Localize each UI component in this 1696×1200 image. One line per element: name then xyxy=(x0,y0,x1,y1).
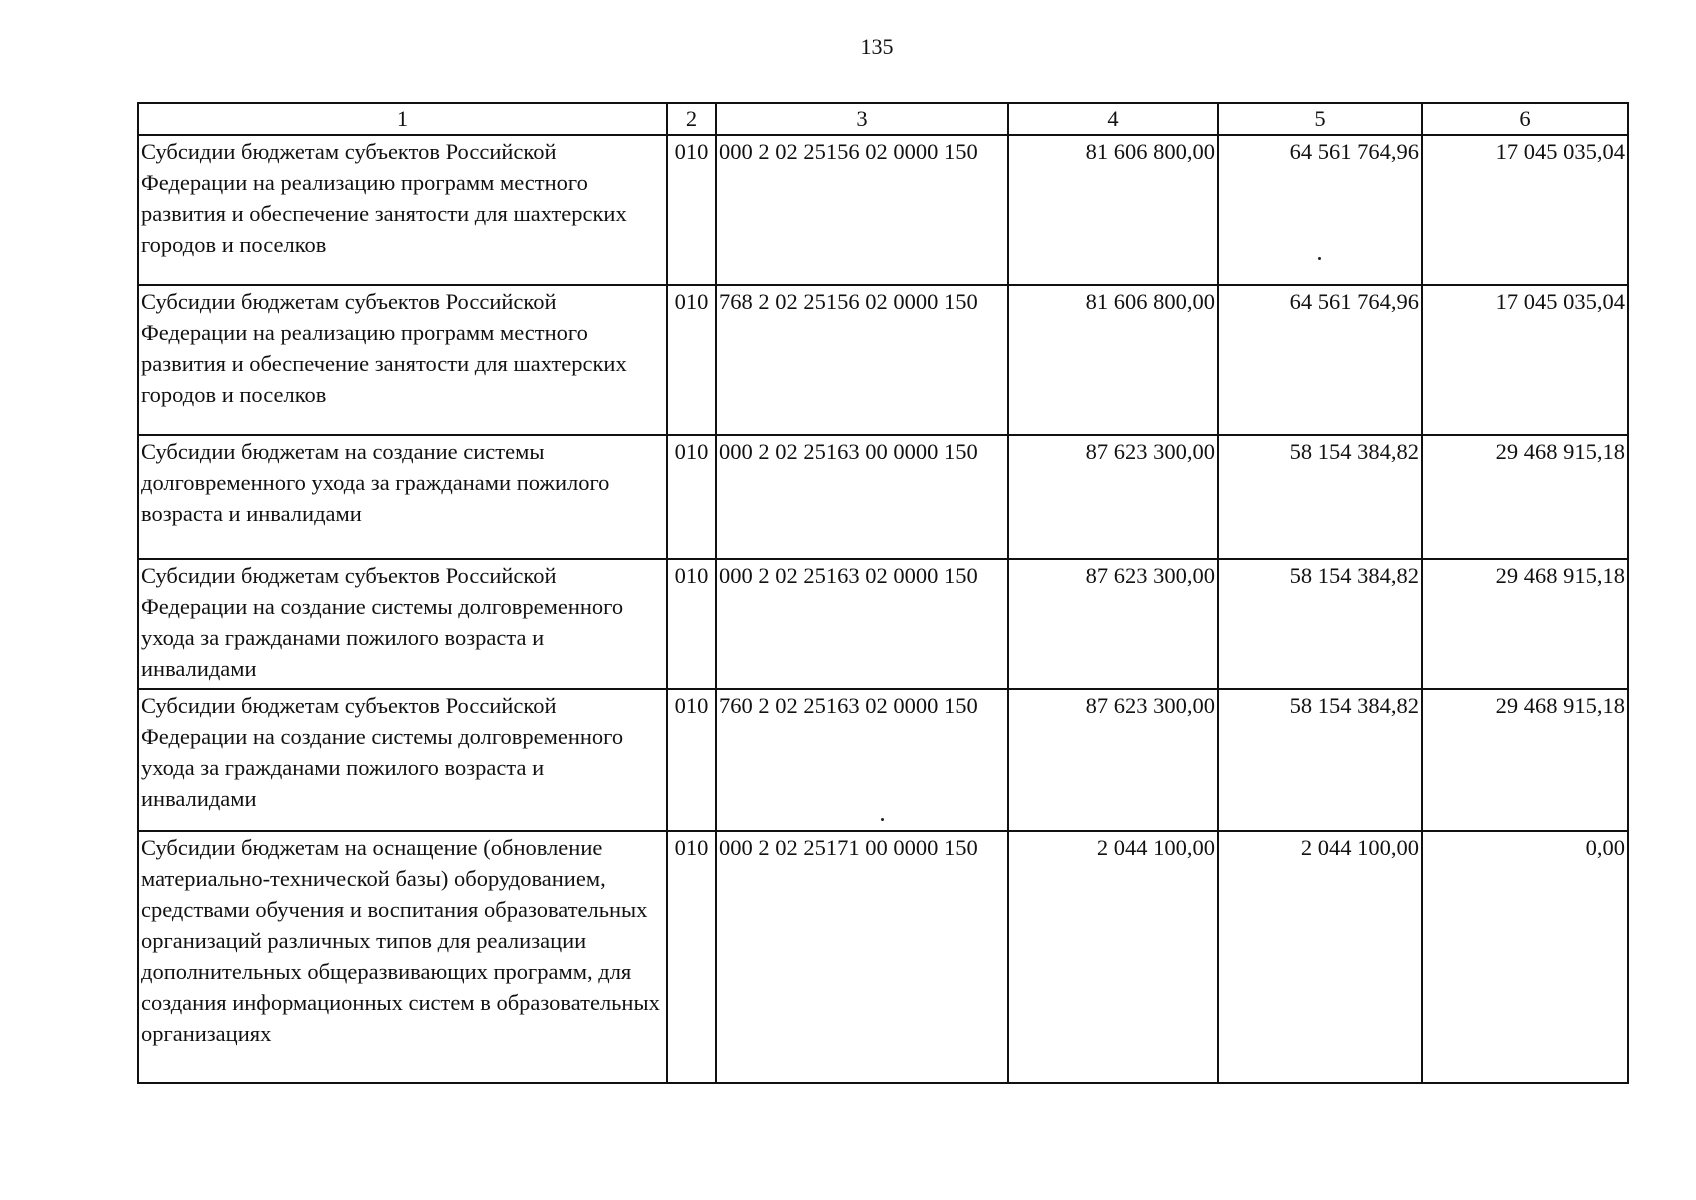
row-kbk: 000 2 02 25163 02 0000 150 xyxy=(716,559,1008,689)
row-approved: 87 623 300,00 xyxy=(1008,435,1218,559)
column-header-5: 5 xyxy=(1218,103,1422,135)
row-executed: 64 561 764,96 xyxy=(1218,285,1422,435)
row-description: Субсидии бюджетам субъектов Российской Федерации на реализацию программ местного развития и обеспечение занятости для шахтерских городов и поселков xyxy=(138,285,667,435)
row-unexecuted: 17 045 035,04 xyxy=(1422,285,1628,435)
row-line-code: 010 xyxy=(667,435,716,559)
budget-table xyxy=(137,102,1629,1084)
row-approved: 87 623 300,00 xyxy=(1008,559,1218,689)
row-kbk: 000 2 02 25163 00 0000 150 xyxy=(716,435,1008,559)
table-row xyxy=(138,689,1628,831)
row-executed: 58 154 384,82 xyxy=(1218,689,1422,831)
row-description: Субсидии бюджетам на оснащение (обновление материально-технической базы) оборудованием, средствами обучения и воспитания образовательных организаций различных типов для реализации дополнительных общеразвивающих программ, для создания информационных систем в образовательных организациях xyxy=(138,831,667,1083)
table-header-row xyxy=(138,103,1628,135)
row-approved: 81 606 800,00 xyxy=(1008,135,1218,285)
row-executed: 64 561 764,96 xyxy=(1218,135,1422,285)
row-approved: 81 606 800,00 xyxy=(1008,285,1218,435)
row-description: Субсидии бюджетам субъектов Российской Федерации на реализацию программ местного развития и обеспечение занятости для шахтерских городов и поселков xyxy=(138,135,667,285)
column-header-6: 6 xyxy=(1422,103,1628,135)
row-unexecuted: 29 468 915,18 xyxy=(1422,689,1628,831)
scan-speck xyxy=(1318,257,1321,260)
column-header-4: 4 xyxy=(1008,103,1218,135)
page-number: 135 xyxy=(860,34,894,59)
table-row xyxy=(138,559,1628,689)
row-description: Субсидии бюджетам на создание системы долговременного ухода за гражданами пожилого возраста и инвалидами xyxy=(138,435,667,559)
column-header-3: 3 xyxy=(716,103,1008,135)
row-description: Субсидии бюджетам субъектов Российской Федерации на создание системы долговременного ухода за гражданами пожилого возраста и инвалидами xyxy=(138,559,667,689)
row-executed: 58 154 384,82 xyxy=(1218,435,1422,559)
row-kbk: 000 2 02 25156 02 0000 150 xyxy=(716,135,1008,285)
column-header-2: 2 xyxy=(667,103,716,135)
row-line-code: 010 xyxy=(667,831,716,1083)
row-unexecuted: 0,00 xyxy=(1422,831,1628,1083)
row-approved: 2 044 100,00 xyxy=(1008,831,1218,1083)
row-executed: 58 154 384,82 xyxy=(1218,559,1422,689)
row-unexecuted: 17 045 035,04 xyxy=(1422,135,1628,285)
row-kbk: 760 2 02 25163 02 0000 150 xyxy=(716,689,1008,831)
row-description: Субсидии бюджетам субъектов Российской Федерации на создание системы долговременного ухода за гражданами пожилого возраста и инвалидами xyxy=(138,689,667,831)
row-unexecuted: 29 468 915,18 xyxy=(1422,559,1628,689)
column-header-1: 1 xyxy=(138,103,667,135)
row-unexecuted: 29 468 915,18 xyxy=(1422,435,1628,559)
table-row xyxy=(138,831,1628,1083)
row-approved: 87 623 300,00 xyxy=(1008,689,1218,831)
table-row xyxy=(138,135,1628,285)
row-line-code: 010 xyxy=(667,689,716,831)
row-line-code: 010 xyxy=(667,135,716,285)
table-row xyxy=(138,285,1628,435)
scan-speck xyxy=(881,818,884,821)
row-line-code: 010 xyxy=(667,285,716,435)
row-kbk: 768 2 02 25156 02 0000 150 xyxy=(716,285,1008,435)
row-line-code: 010 xyxy=(667,559,716,689)
table-row xyxy=(138,435,1628,559)
row-kbk: 000 2 02 25171 00 0000 150 xyxy=(716,831,1008,1083)
row-executed: 2 044 100,00 xyxy=(1218,831,1422,1083)
